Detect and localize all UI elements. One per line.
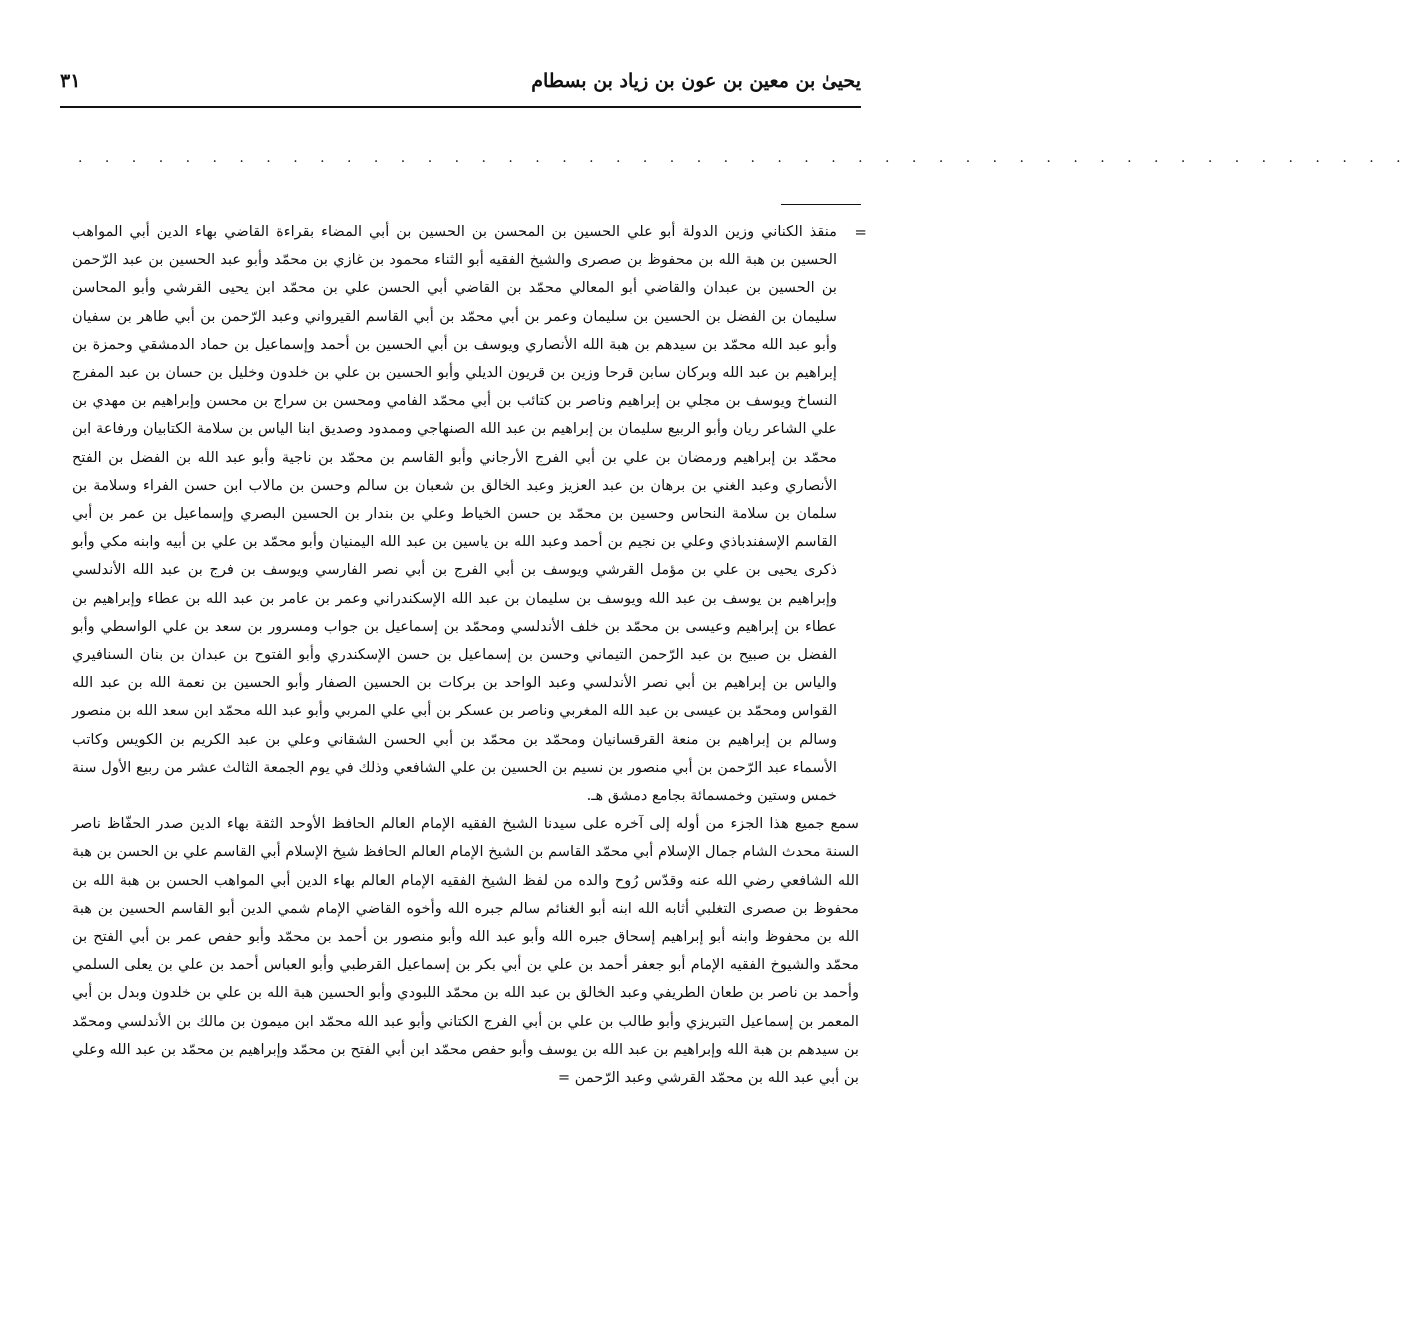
running-title: يحيىٰ بن معين بن عون بن زياد بن بسطام xyxy=(531,70,861,92)
page-header xyxy=(60,66,861,108)
body-paragraph: سمع جميع هذا الجزء من أوله إلى آخره على سيدنا الشيخ الفقيه الإمام العالم الحافظ الأوحد الثقة بهاء الدين صدر الحفّاظ ناصر السنة محدث الشام جمال الإسلام أبي محمّد القاسم بن الشيخ الإمام العالم الحافظ شيخ الإسلام أبي القاسم علي بن الحسن بن هبة الله الشافعي رضي الله عنه وقدّس رُوح والده من لفظ الشيخ الفقيه الإمام العالم بهاء الدين أبي المواهب الحسن بن هبة الله بن محفوظ بن صصرى التغلبي أثابه الله ابنه أبو الغنائم سالم جبره الله وأخوه القاضي الإمام شمي الدين أبو القاسم الحسين بن هبة الله بن محفوظ وابنه أبو إبراهيم إسحاق جبره الله وأبو عبد الله وأبو منصور بن أحمد بن محمّد وأبو حفص عمر بن أبي الفتح بن محمّد والشيوخ الفقيه الإمام أبو جعفر أحمد بن علي بن أبي بكر بن إسماعيل القرطبي وأبو العباس أحمد بن علي بن يعلى السلمي وأحمد بن ناصر بن طعان الطريفي وعبد الخالق بن عبد الله بن محمّد اللبودي وأبو الحسين هبة الله بن علي بن خلدون وبدل بن أبي المعمر بن إسماعيل التبريزي وأبو طالب بن علي بن أبي الفرج الكتاني وأبو عبد الله محمّد ابن ميمون بن مالك بن الأندلسي ومحمّد بن سيدهم بن هبة الله وإبراهيم بن عبد الله بن يوسف وأبو حفص محمّد ابن أبي الفتح بن محمّد وإبراهيم بن محمّد بن عبد الله وعلي بن أبي عبد الله بن محمّد القرشي وعبد الرّحمن = xyxy=(72,815,859,1087)
footnote-rule xyxy=(781,204,861,205)
continuation-marker: = xyxy=(854,223,867,241)
page-number: ٣١ xyxy=(60,70,81,92)
footnote-text: منقذ الكناني وزين الدولة أبو علي الحسين بن المحسن بن الحسين بن أبي المضاء بقراءة القاضي بهاء الدين أبي المواهب الحسين بن هبة الله بن محفوظ بن صصرى والشيخ الفقيه أبو الثناء محمود بن غازي بن محمّد وأبو عبد الحسين بن عبد الرّحمن بن الحسين بن عبدان والقاضي أبو المعالي محمّد بن القاضي أبي الحسن علي بن محمّد ابن يحيى القرشي وأبو المحاسن سليمان بن الفضل بن الحسين بن سليمان وعمر بن أبي محمّد بن أبي القاسم القيرواني وعبد الرّحمن بن أبي طاهر بن سفيان وأبو عبد الله محمّد بن سيدهم بن هبة الله الأنصاري ويوسف بن أبي الحسين بن أحمد وإسماعيل بن حماد الدمشقي وحمزة بن إبراهيم بن عبد الله وبركان سابن قرحا وزين بن قريون الديلي وأبو الحسين بن علي بن خلدون وخليل بن حسان بن عبد المفرج النساخ ويوسف بن مجلي بن إبراهيم وناصر بن كتائب بن أبي محمّد الفامي ومحسن بن سراج بن محسن وإبراهيم بن مهدي بن علي الشاعر ريان وأبو الربيع سليمان بن إبراهيم بن عبد الله الصنهاجي وممدود وصديق ابنا الياس بن سلامة الكتابيان ورفاعة ابن محمّد بن إبراهيم ورمضان بن علي بن أبي الفرج الأرجاني وأبو القاسم بن محمّد بن ناجية وأبو عبد الله بن الفضل بن الفتح الأنصاري وعبد الغني بن برهان بن عبد العزيز وعبد الخالق بن شعبان بن سالم وحسن بن مالاب ابن حسن الفراء وسلامة بن سلمان بن سلامة النحاس وحسين بن محمّد بن حسن الخياط وعلي بن بندار بن الحسين البصري وإسماعيل بن عمر بن أبي القاسم الإسفندباذي وعلي بن نجيم بن أحمد وعبد الله بن ياسين بن عبد الله اليمنيان وأبو محمّد بن علي بن أبيه وابنه مكي وأبو ذكرى يحيى بن علي بن مؤمل القرشي ويوسف بن أبي الفرج بن أبي نصر الفارسي ويوسف بن فرج بن عبد الله الأندلسي وإبراهيم بن يوسف بن عبد الله ويوسف بن سليمان بن عبد الله الإسكندراني وعمر بن عامر بن عبد الله بن عطاء وإبراهيم بن عطاء بن إبراهيم وعيسى بن محمّد بن خلف الأندلسي ومحمّد بن إسماعيل بن جواب ومسرور بن سعد بن علي الواسطي وأبو الفضل بن صبيح بن عبد الرّحمن التيماني وحسن بن إسماعيل بن حسن الإسكندري وأبو الفتوح بن عبدان بن بنان السنافيري والياس بن إبراهيم بن أبي نصر الأندلسي وعبد الواحد بن بركات بن الحسين الصفار وأبو الحسين بن نعمة الله بن عبد الله القواس ومحمّد بن عيسى بن عبد الله المغربي وناصر بن عسكر بن أبي علي المربي وأبو عبد الله محمّد ابن سعد الله بن منصور وسالم بن إبراهيم بن منعة القرقسانيان ومحمّد بن محمّد بن أبي الحسن الشقاني وعلي بن عبد الكريم بن الكويس وكاتب الأسماء عبد الرّحمن بن أبي منصور بن نسيم بن الحسين بن علي الشافعي وذلك في يوم الجمعة الثالث عشر من ربيع الأول سنة خمس وستين وخمسمائة بجامع دمشق هـ. xyxy=(72,223,837,805)
page-content xyxy=(72,218,867,1272)
dotted-separator: . . . . . . . . . . . . . . . . . . . . . . . . . . . . . . . . . . . . . . . . . . . . . . . . . . xyxy=(78,150,1410,166)
footnote-block xyxy=(72,218,867,810)
